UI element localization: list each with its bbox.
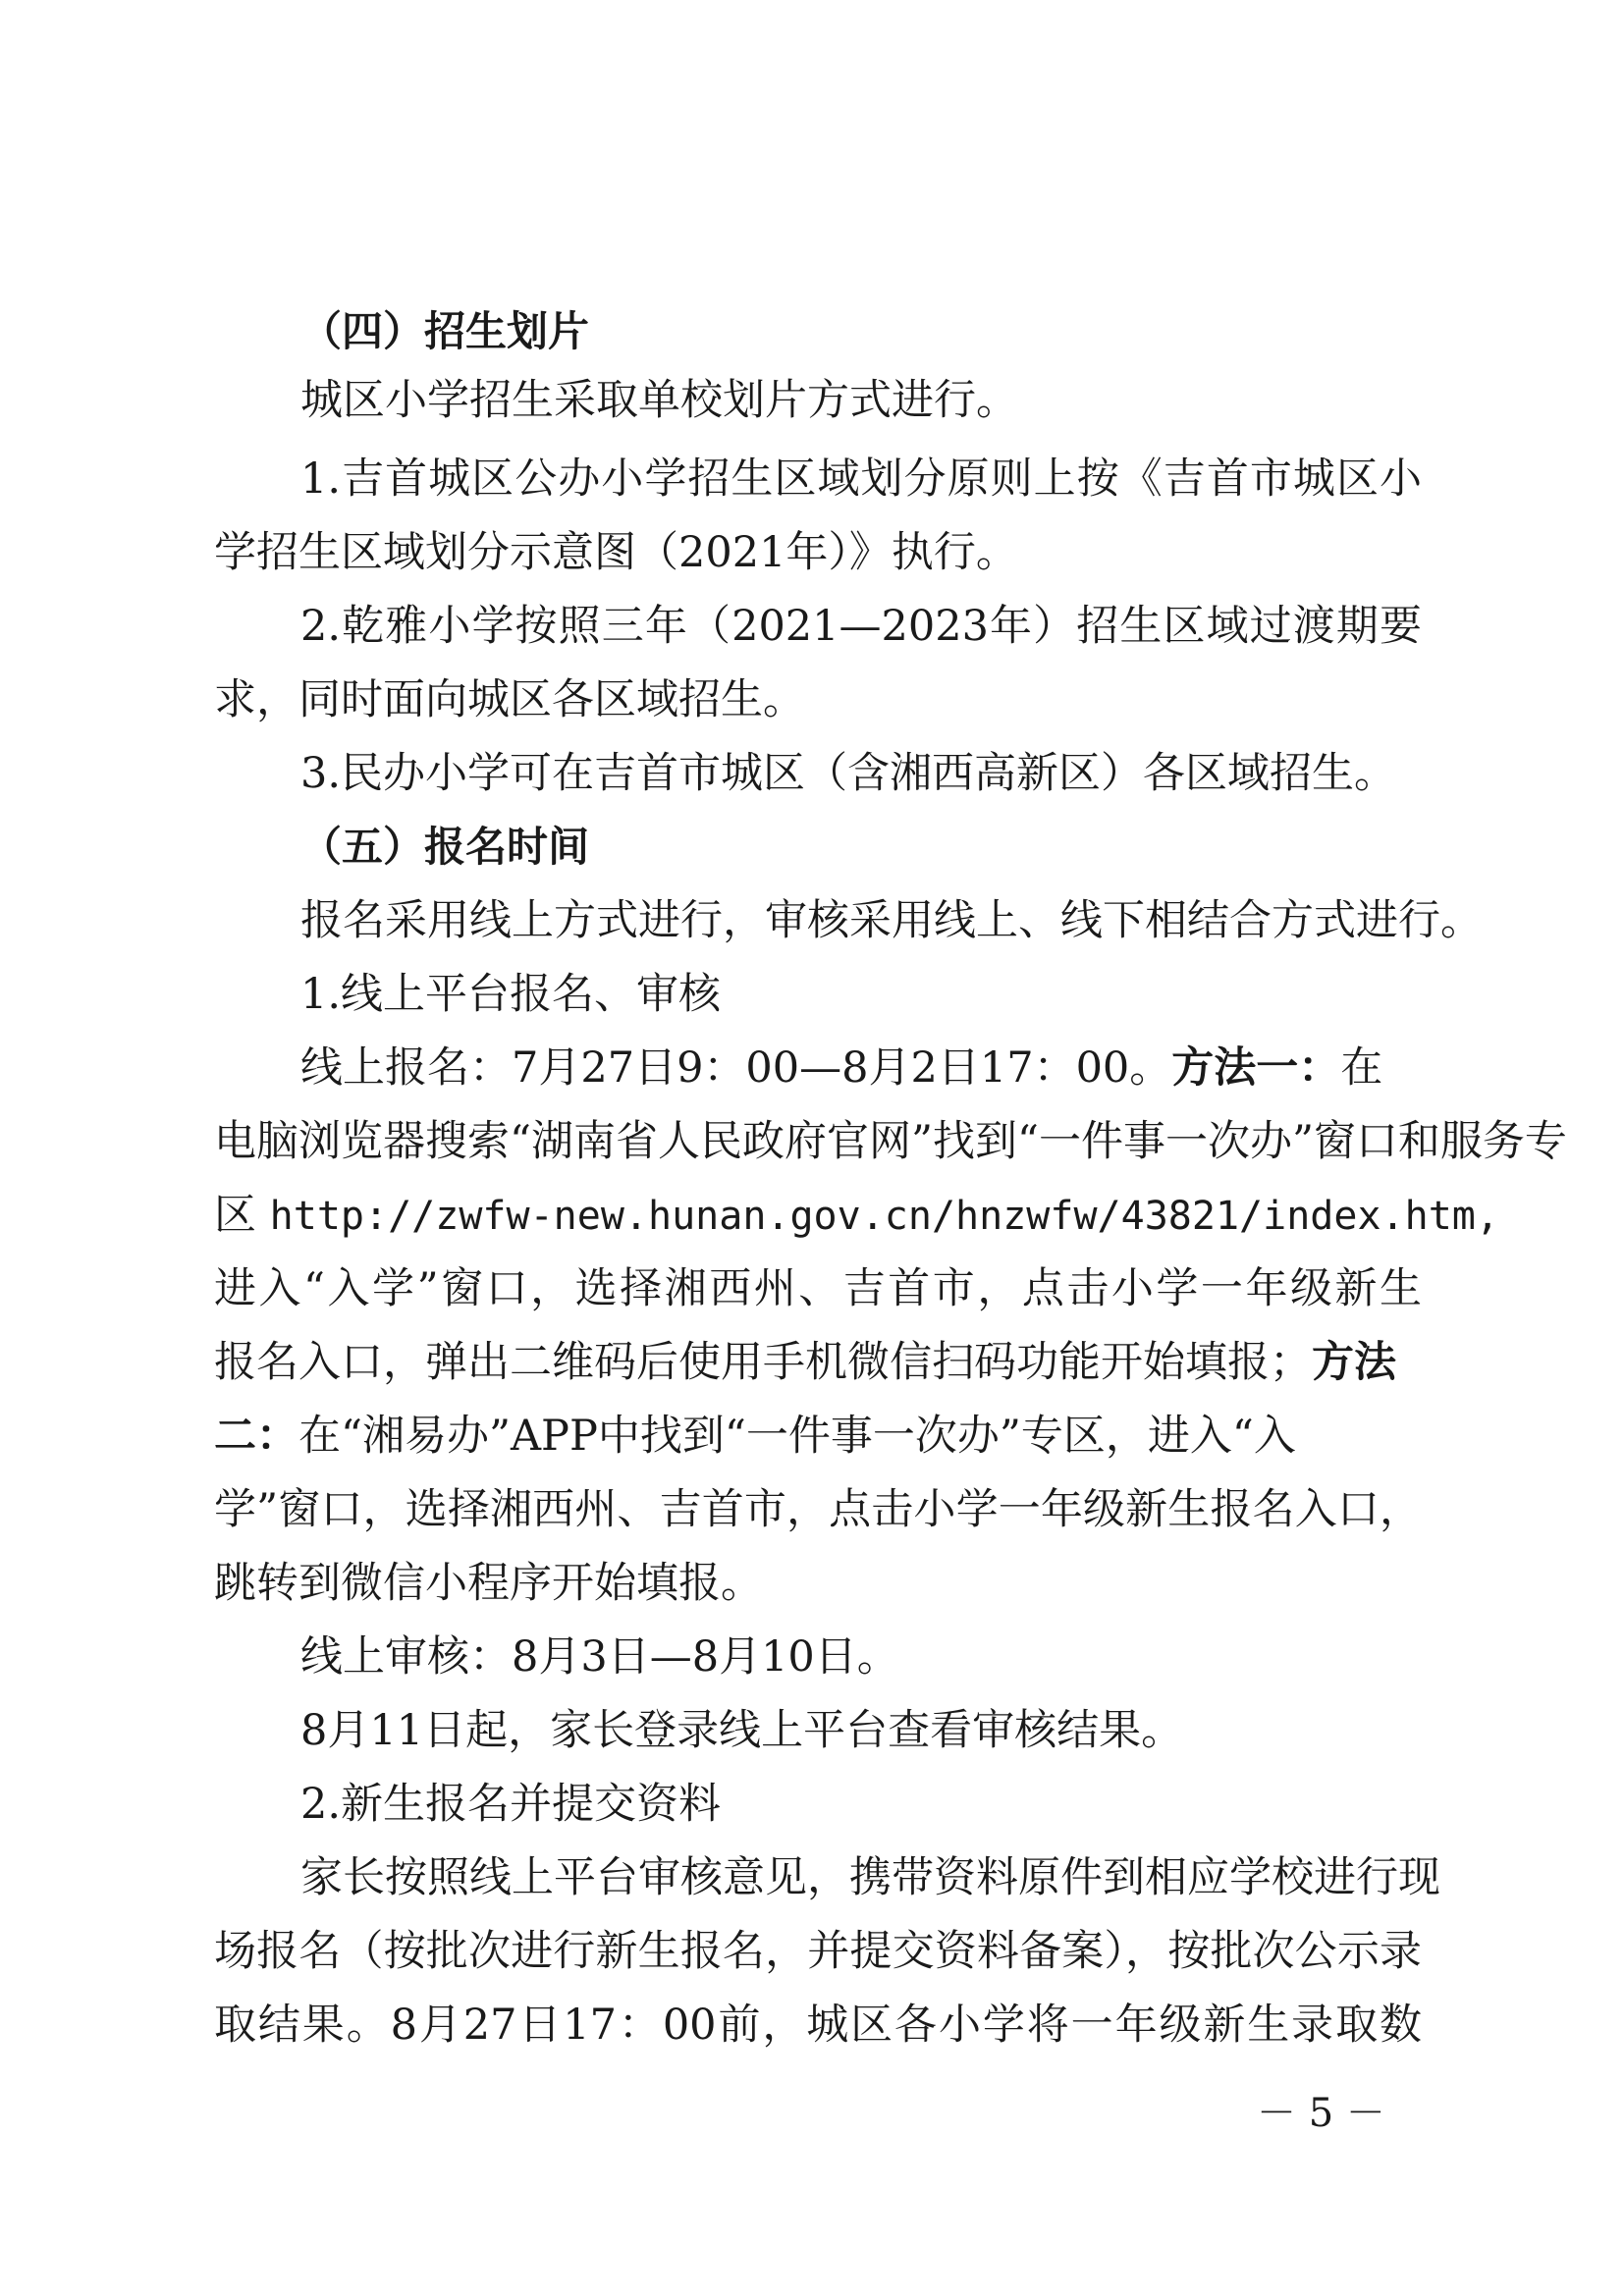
page-number: － 5 －: [1257, 2091, 1385, 2136]
paragraph-parent-onsite: 家长按照线上平台审核意见，携带资料原件到相应学校进行现: [300, 1853, 1440, 1902]
paragraph-qr-code: [214, 1335, 1422, 1390]
paragraph-app-method: [214, 1409, 1422, 1464]
subheading-online-registration: 1.线上平台报名、审核: [300, 970, 722, 1019]
paragraph-online-review: 线上审核：8月3日—8月10日。: [300, 1632, 899, 1682]
paragraph-item3: 3.民办小学可在吉首市城区（含湘西高新区）各区域招生。: [300, 749, 1397, 798]
method-two-label-part1: 方法: [1312, 1338, 1396, 1387]
method-one-label: 方法一：: [1171, 1043, 1341, 1093]
paragraph-item2-line2: 求，同时面向城区各区域招生。: [214, 675, 805, 724]
paragraph-item1-line1: 1.吉首城区公办小学招生区域划分原则上按《吉首市城区小: [300, 454, 1422, 504]
section-heading-registration-time: （五）报名时间: [300, 823, 590, 871]
paragraph-item1-line2: 学招生区域划分示意图（2021年）》执行。: [214, 528, 1018, 577]
app-method-instructions: 在“湘易办”APP中找到“一件事一次办”专区，进入“入: [298, 1412, 1296, 1461]
method-two-label-part2: 二：: [214, 1412, 298, 1461]
paragraph-online-registration-time: [300, 1041, 1422, 1095]
paragraph-item2-line1: 2.乾雅小学按照三年（2021—2023年）招生区域过渡期要: [300, 602, 1422, 651]
paragraph-url-line: [214, 1188, 1499, 1243]
paragraph-enter-window: 进入“入学”窗口，选择湘西州、吉首市，点击小学一年级新生: [214, 1264, 1422, 1313]
service-portal-link[interactable]: http://zwfw-new.hunan.gov.cn/hnzwfw/43821/index.htm,: [269, 1194, 1499, 1239]
paragraph-registration-intro: 报名采用线上方式进行，审核采用线上、线下相结合方式进行。: [300, 896, 1483, 945]
subheading-submit-materials: 2.新生报名并提交资料: [300, 1780, 722, 1829]
method-one-start: 在: [1340, 1043, 1383, 1093]
url-prefix: 区: [214, 1191, 256, 1240]
paragraph-review-result: 8月11日起，家长登录线上平台查看审核结果。: [300, 1706, 1184, 1755]
paragraph-batch-registration: 场报名（按批次进行新生报名，并提交资料备案），按批次公示录: [214, 1927, 1422, 1976]
paragraph-single-school-zoning: 城区小学招生采取单校划片方式进行。: [300, 376, 1018, 425]
paragraph-app-window: 学”窗口，选择湘西州、吉首市，点击小学一年级新生报名入口，: [214, 1485, 1422, 1534]
paragraph-admission-results: 取结果。8月27日17：00前，城区各小学将一年级新生录取数: [214, 2001, 1422, 2050]
qr-code-instructions: 报名入口，弹出二维码后使用手机微信扫码功能开始填报；: [214, 1338, 1312, 1387]
section-heading-enrollment-zoning: （四）招生划片: [300, 307, 590, 355]
online-registration-time: 线上报名：7月27日9：00—8月2日17：00。: [300, 1043, 1172, 1093]
paragraph-browser-search: 电脑浏览器搜索“湖南省人民政府官网”找到“一件事一次办”窗口和服务专: [214, 1117, 1567, 1166]
paragraph-mini-program: 跳转到微信小程序开始填报。: [214, 1559, 763, 1608]
